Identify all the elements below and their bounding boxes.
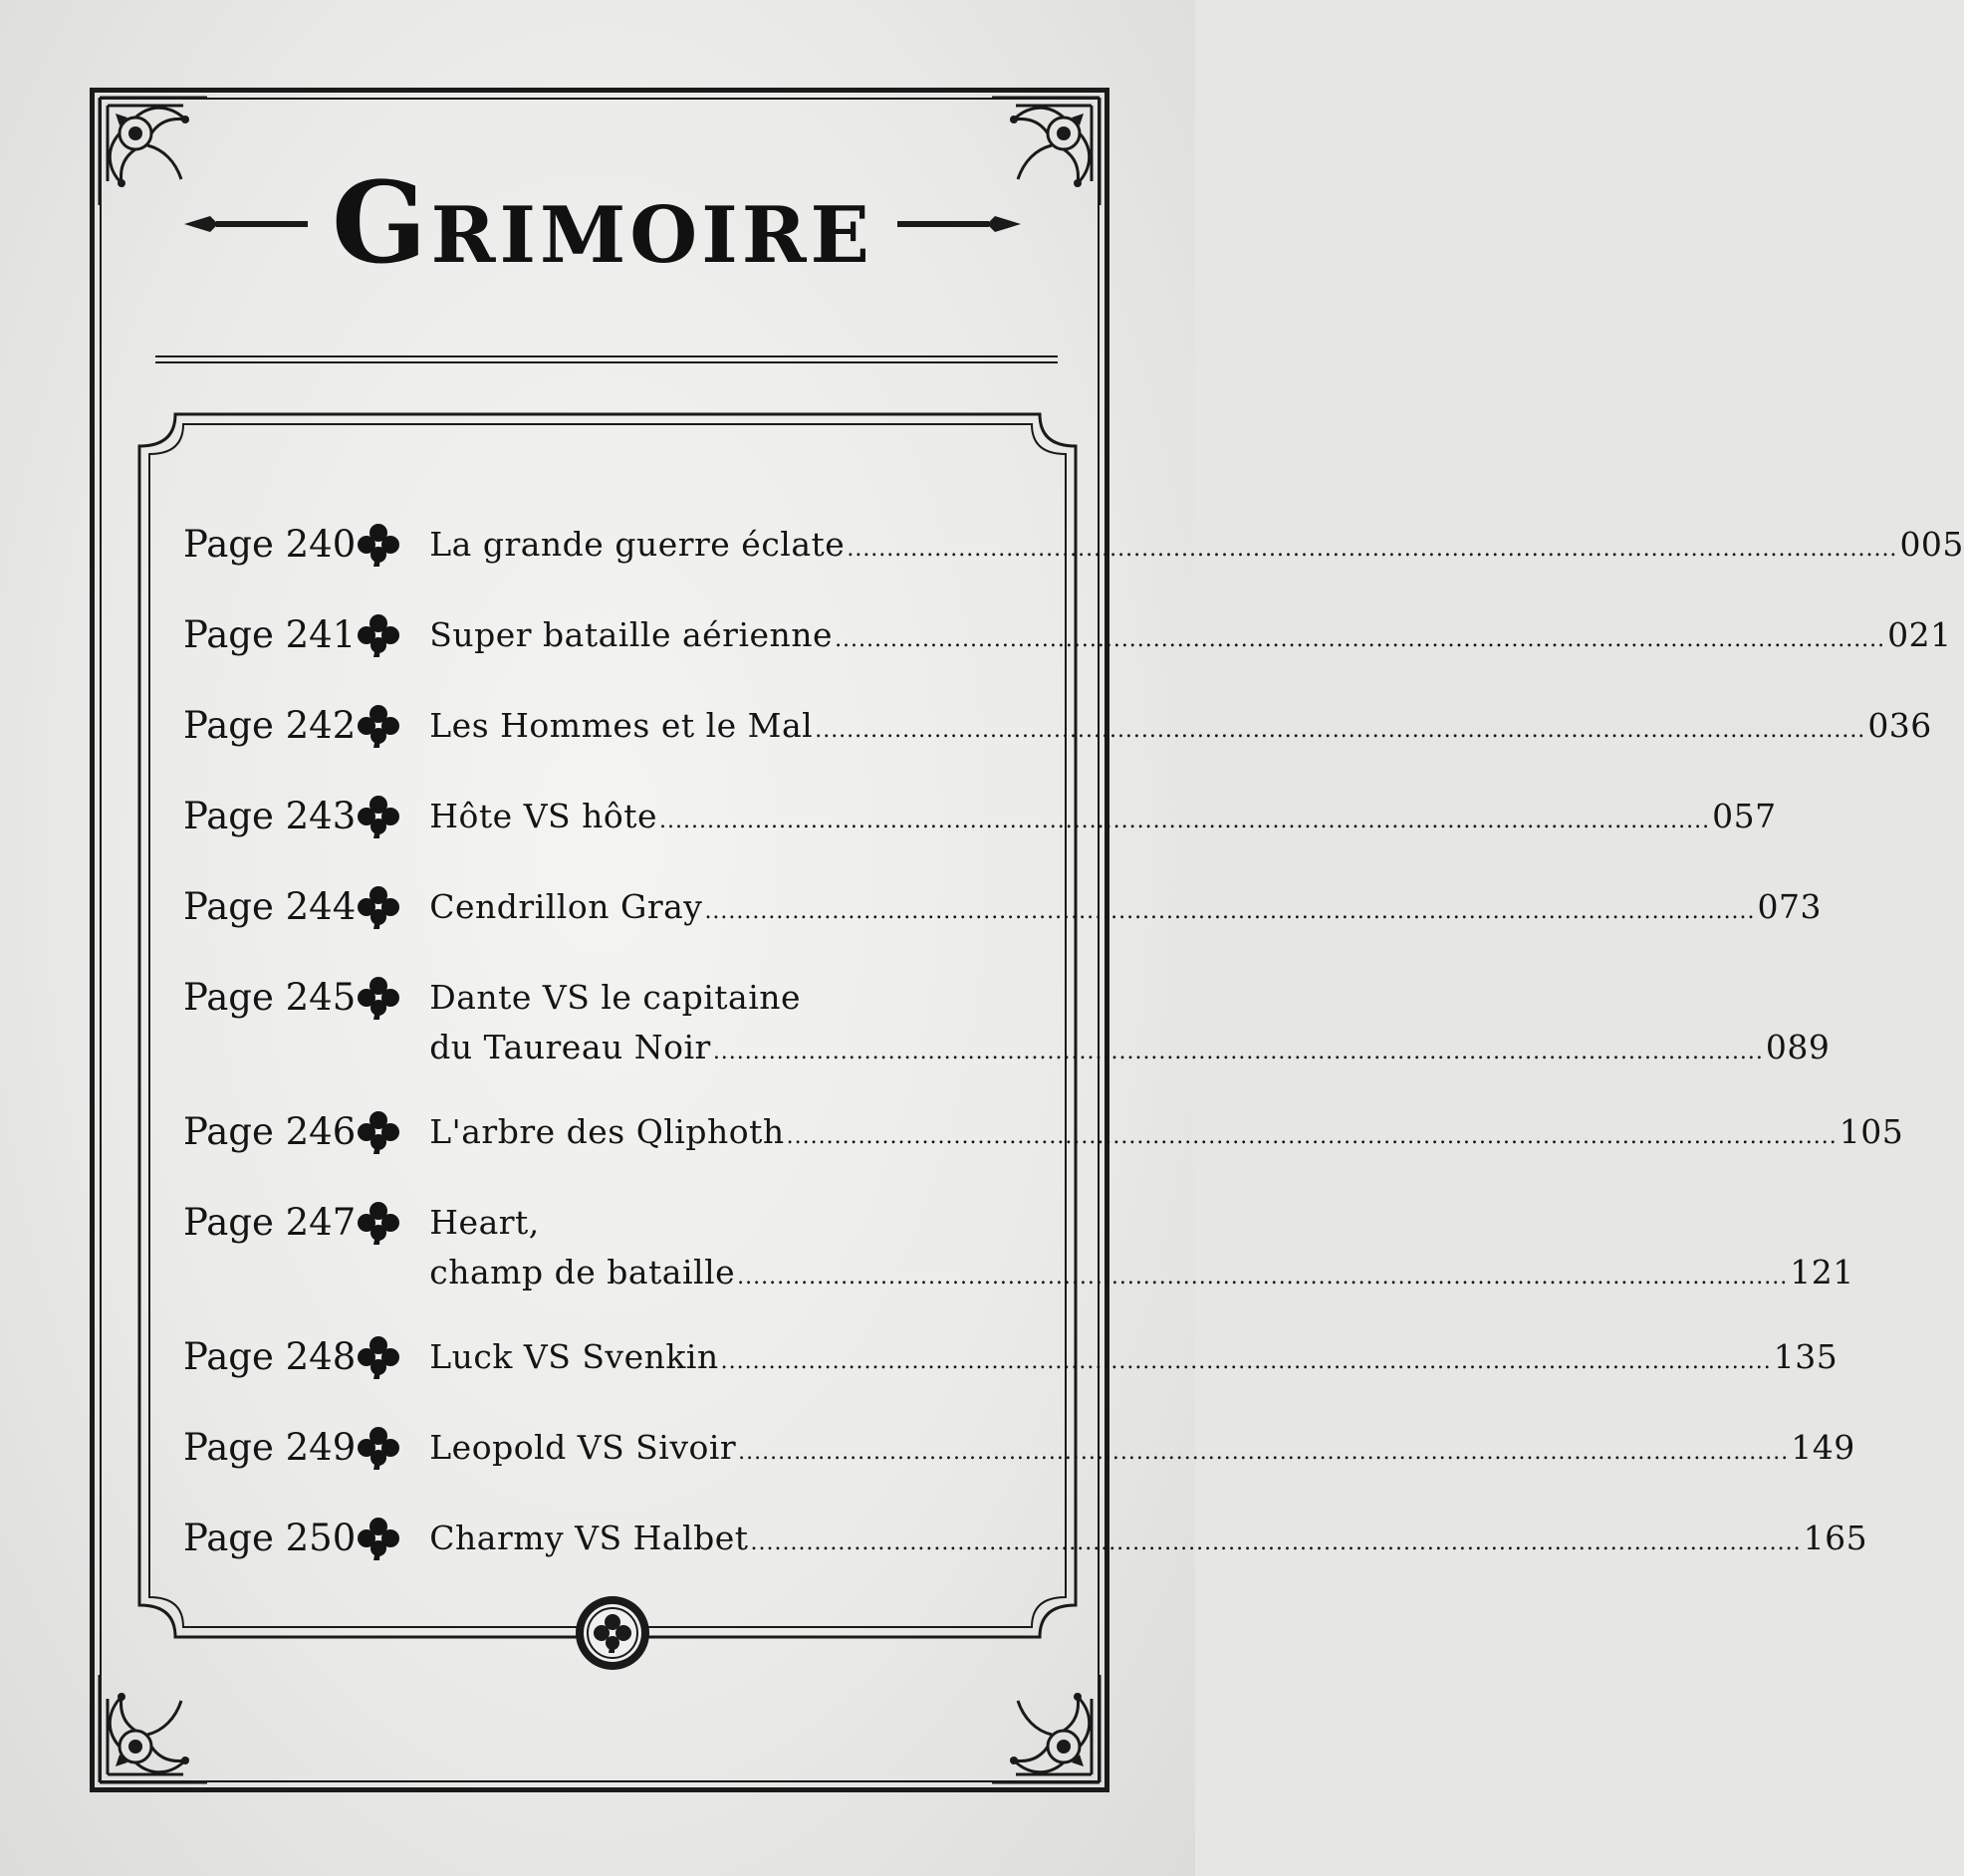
toc-entry[interactable] bbox=[183, 1198, 1854, 1302]
toc-page-number: 073 bbox=[1757, 887, 1823, 926]
toc-chapter-title: Luck VS Svenkin bbox=[429, 1337, 719, 1376]
clover-icon bbox=[356, 1107, 405, 1157]
toc-page-label: Page 247 bbox=[183, 1201, 357, 1244]
toc-chapter bbox=[429, 1514, 1867, 1568]
clover-icon bbox=[356, 792, 405, 841]
toc-chapter-title: Hôte VS hôte bbox=[429, 797, 658, 835]
toc-leader-dots bbox=[738, 1428, 1789, 1478]
toc-chapter-title: L'arbre des Qliphoth bbox=[429, 1112, 785, 1151]
title-divider bbox=[155, 355, 1058, 363]
toc-leader-dots bbox=[737, 1253, 1788, 1302]
toc-chapter-title: Cendrillon Gray bbox=[429, 887, 703, 926]
toc-page-number: 021 bbox=[1887, 615, 1952, 654]
toc-chapter-title-continued: du Taureau Noir bbox=[429, 1028, 711, 1066]
toc-page-number: 089 bbox=[1765, 1028, 1831, 1066]
toc-chapter-title: Super bataille aérienne bbox=[429, 615, 834, 654]
toc-leader-dots bbox=[721, 1337, 1772, 1387]
toc-page-label: Page 244 bbox=[183, 885, 357, 928]
toc-chapter bbox=[429, 520, 1964, 575]
clover-icon bbox=[356, 1423, 405, 1473]
toc-page-number: 036 bbox=[1867, 706, 1932, 745]
toc-chapter bbox=[429, 882, 1822, 937]
toc-page-label: Page 241 bbox=[183, 613, 357, 656]
toc-entry[interactable] bbox=[183, 701, 1932, 756]
toc-entry[interactable] bbox=[183, 520, 1964, 575]
toc-page-label: Page 248 bbox=[183, 1335, 357, 1378]
clover-icon bbox=[356, 882, 405, 932]
toc-page-number: 121 bbox=[1790, 1253, 1854, 1291]
toc-chapter-title: Les Hommes et le Mal bbox=[429, 706, 814, 745]
ornament-corner-icon bbox=[986, 1669, 1105, 1788]
toc-page-label: Page 246 bbox=[183, 1110, 357, 1153]
ornament-corner-icon bbox=[94, 1669, 213, 1788]
toc-page-number: 135 bbox=[1773, 1337, 1839, 1376]
toc-entry[interactable] bbox=[183, 882, 1823, 937]
toc-chapter-title: Dante VS le capitaine bbox=[429, 978, 802, 1017]
toc-entry[interactable] bbox=[183, 610, 1952, 665]
toc-page-label: Page 242 bbox=[183, 704, 357, 747]
toc-leader-dots bbox=[847, 525, 1897, 575]
toc-chapter bbox=[429, 1423, 1855, 1478]
toc-leader-dots bbox=[704, 887, 1755, 937]
toc-page-label: Page 240 bbox=[183, 523, 357, 566]
toc-chapter-title: Charmy VS Halbet bbox=[429, 1519, 749, 1557]
toc-page-label: Page 243 bbox=[183, 795, 357, 837]
toc-chapter bbox=[429, 792, 1776, 846]
toc-chapter-title: Leopold VS Sivoir bbox=[429, 1428, 737, 1467]
toc-chapter-title: La grande guerre éclate bbox=[429, 525, 846, 564]
toc-page-number: 149 bbox=[1791, 1428, 1855, 1467]
clover-medallion-icon bbox=[573, 1593, 652, 1673]
toc-leader-dots bbox=[713, 1028, 1764, 1077]
toc-chapter bbox=[429, 701, 1932, 756]
toc-leader-dots bbox=[835, 615, 1885, 665]
clover-icon bbox=[356, 610, 405, 660]
clover-icon bbox=[356, 973, 405, 1023]
toc-entry[interactable] bbox=[183, 792, 1777, 846]
toc-entry[interactable] bbox=[183, 1332, 1839, 1387]
toc-chapter bbox=[429, 610, 1951, 665]
toc-chapter-title: Heart, bbox=[429, 1203, 540, 1242]
toc-leader-dots bbox=[815, 706, 1865, 756]
toc-chapter bbox=[429, 1107, 1903, 1162]
toc-page-label: Page 249 bbox=[183, 1426, 357, 1469]
toc-entry[interactable] bbox=[183, 1514, 1868, 1568]
toc-leader-dots bbox=[787, 1112, 1838, 1162]
clover-icon bbox=[356, 701, 405, 751]
toc-page-label: Page 250 bbox=[183, 1517, 357, 1559]
toc-leader-dots bbox=[751, 1519, 1802, 1568]
toc-chapter-title-continued: champ de bataille bbox=[429, 1253, 736, 1291]
toc-entry[interactable] bbox=[183, 973, 1831, 1077]
clover-icon bbox=[356, 520, 405, 570]
toc-chapter bbox=[429, 1198, 1854, 1302]
toc-entry[interactable] bbox=[183, 1423, 1855, 1478]
toc-page-number: 005 bbox=[1899, 525, 1964, 564]
toc-page-number: 105 bbox=[1839, 1112, 1904, 1151]
clover-icon bbox=[356, 1332, 405, 1382]
page-title: Grimoire bbox=[331, 158, 873, 289]
toc-chapter bbox=[429, 1332, 1838, 1387]
toc-page-number: 165 bbox=[1803, 1519, 1868, 1557]
table-of-contents bbox=[183, 520, 1964, 1604]
flourish-left-icon bbox=[180, 204, 310, 244]
clover-icon bbox=[356, 1198, 405, 1248]
toc-leader-dots bbox=[659, 797, 1710, 846]
toc-page-label: Page 245 bbox=[183, 976, 357, 1019]
toc-page-number: 057 bbox=[1712, 797, 1777, 835]
toc-entry[interactable] bbox=[183, 1107, 1904, 1162]
toc-chapter bbox=[429, 973, 1830, 1077]
title-row bbox=[139, 149, 1066, 299]
flourish-right-icon bbox=[895, 204, 1025, 244]
clover-icon bbox=[356, 1514, 405, 1563]
